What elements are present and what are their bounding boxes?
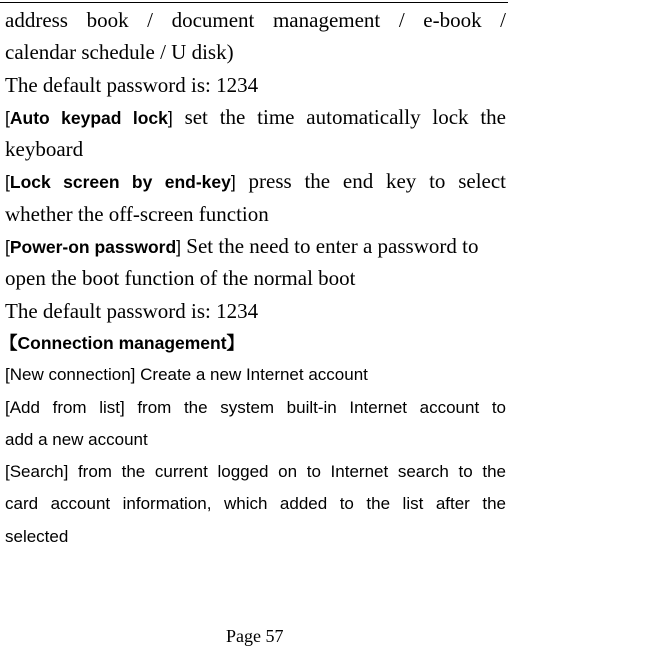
bracket: ] xyxy=(230,172,236,193)
search-item-cont: selected xyxy=(5,526,69,546)
lock-screen-term: Lock screen by end-key xyxy=(9,172,231,193)
paragraph-line: address book / document management / e-book / xyxy=(5,8,506,32)
search-item-cont: card account information, which added to the list after the xyxy=(5,494,506,514)
paragraph-line: calendar schedule / U disk) xyxy=(5,40,234,65)
bracket: [ xyxy=(5,237,10,258)
page-number: Page 57 xyxy=(226,626,284,646)
auto-keypad-lock-term: Auto keypad lock xyxy=(9,107,168,128)
section-heading-connection-management: 【Connection management】 xyxy=(0,332,245,353)
bracket: ] xyxy=(176,237,182,258)
bracket: ] xyxy=(167,107,173,128)
default-password-text: The default password is: 1234 xyxy=(5,72,259,97)
lock-screen-desc: press the end key to select xyxy=(235,169,507,194)
search-item: [Search] from the current logged on to Internet search to the xyxy=(5,462,506,482)
lock-screen-desc-cont: whether the off-screen function xyxy=(5,201,269,226)
add-from-list-item: [Add from list] from the system built-in Internet account to xyxy=(5,397,506,417)
power-on-password-term: Power-on password xyxy=(9,237,177,258)
auto-keypad-lock-desc: set the time automatically lock the xyxy=(172,104,506,129)
auto-keypad-lock-item xyxy=(5,101,506,133)
power-on-password-desc: Set the need to enter a password to xyxy=(181,234,479,259)
bracket: [ xyxy=(5,172,10,193)
add-from-list-item-cont: add a new account xyxy=(5,429,148,449)
bracket: [ xyxy=(5,107,10,128)
header-rule xyxy=(0,2,508,3)
lock-screen-item xyxy=(5,165,506,197)
new-connection-item: [New connection] Create a new Internet account xyxy=(5,365,368,385)
power-on-password-desc-cont: open the boot function of the normal boot xyxy=(5,266,356,291)
auto-keypad-lock-desc-cont: keyboard xyxy=(5,137,84,162)
default-password-text: The default password is: 1234 xyxy=(5,298,259,323)
power-on-password-item xyxy=(5,230,506,262)
document-body xyxy=(0,4,507,553)
